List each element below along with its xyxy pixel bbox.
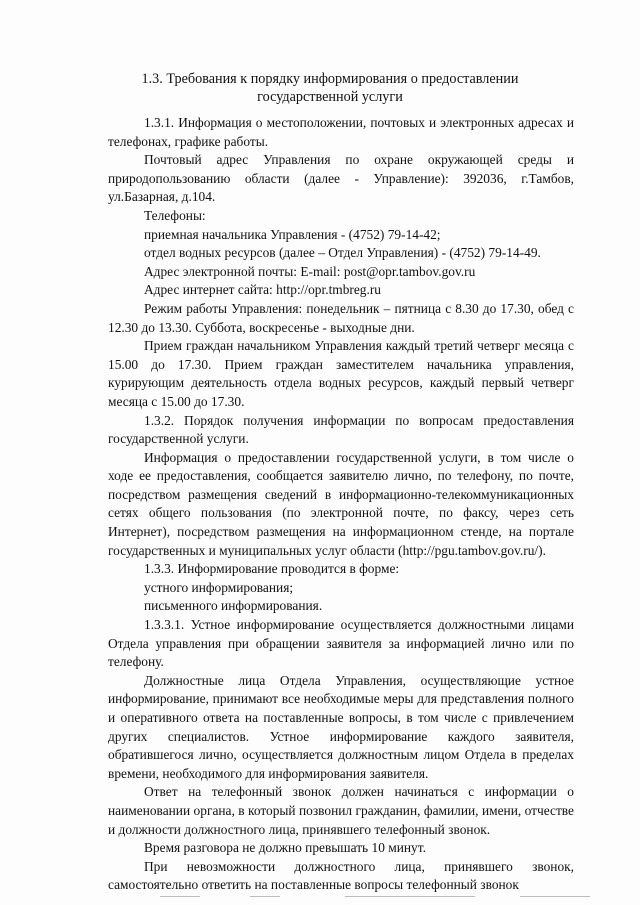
section-title: 1.3. Требования к порядку информирования о предоставлении государственной услуги <box>141 71 519 105</box>
paragraph-officials-oral: Должностные лица Отдела Управления, осуществляющие устное информирование, принимают все необходимые меры для представления полного и оперативного ответа на поставленные вопросы, в том числе с привлечением других специалистов. Устное информирование каждого заявителя, обратившегося лично, осуществляется должностным лицом Отдела в пределах времени, необходимого для информирования заявителя. <box>108 672 574 781</box>
paragraph-1-3-2: 1.3.2. Порядок получения информации по вопросам предоставления государственной услуги. <box>108 412 574 447</box>
paragraph-phone-water-department: отдел водных ресурсов (далее – Отдел Управления) - (4752) 79-14-49. <box>144 245 541 261</box>
paragraph-call-redirect: При невозможности должностного лица, принявшего звонок, самостоятельно ответить на поставленные вопросы телефонный звонок <box>108 858 574 893</box>
paragraph-oral-form: устного информирования; <box>144 579 294 595</box>
paragraph-email: Адрес электронной почты: E-mail: post@opr.tambov.gov.ru <box>144 263 476 279</box>
scan-artifact <box>345 896 475 897</box>
paragraph-1-3-1: 1.3.1. Информация о местоположении, почтовых и электронных адресах и телефонах, графике работы. <box>108 115 574 149</box>
paragraph-reception-hours: Прием граждан начальником Управления каждый третий четверг месяца с 15.00 до 17.30. Прием граждан заместителем начальника управления, курирующим деятельность отдела водных ресурсов, каждый первый четверг месяца с 15.00 до 17.30. <box>108 338 574 409</box>
scan-artifact <box>160 896 200 897</box>
document-body <box>108 114 574 895</box>
paragraph-phone-reception: приемная начальника Управления - (4752) 79-14-42; <box>144 226 441 242</box>
scan-artifact <box>250 896 280 897</box>
paragraph-phone-answer: Ответ на телефонный звонок должен начинаться с информации о наименовании органа, в который позвонил гражданин, фамилии, имени, отчестве и должности должностного лица, принявшего телефонный звонок. <box>108 784 574 837</box>
paragraph-call-duration: Время разговора не должно превышать 10 минут. <box>144 840 426 856</box>
paragraph-1-3-3: 1.3.3. Информирование проводится в форме: <box>144 561 400 577</box>
paragraph-website: Адрес интернет сайта: http://opr.tmbreg.ru <box>144 282 382 298</box>
scan-artifact <box>520 896 590 897</box>
paragraph-work-schedule: Режим работы Управления: понедельник – пятница с 8.30 до 17.30, обед с 12.30 до 13.30. Суббота, воскресенье - выходные дни. <box>108 300 574 335</box>
paragraph-1-3-3-1: 1.3.3.1. Устное информирование осуществляется должностными лицами Отдела управления при обращении заявителя за информацией лично или по телефону. <box>108 617 574 670</box>
paragraph-info-channels: Информация о предоставлении государственной услуги, в том числе о ходе ее предоставления, сообщается заявителю лично, по телефону, по почте, посредством размещения сведений в информационно-телекоммуникационных сетях общего пользования (по электронной почте, по факсу, через сеть Интернет), посредством размещения на информационном стенде, на портале государственных и муниципальных услуг области (http://pgu.tambov.gov.ru/). <box>108 449 574 558</box>
paragraph-phones-heading: Телефоны: <box>144 207 206 223</box>
paragraph-postal-address: Почтовый адрес Управления по охране окружающей среды и природопользованию области (далее - Управление): 392036, г.Тамбов, ул.Базарная, д.104. <box>108 152 574 205</box>
paragraph-written-form: письменного информирования. <box>144 598 323 614</box>
